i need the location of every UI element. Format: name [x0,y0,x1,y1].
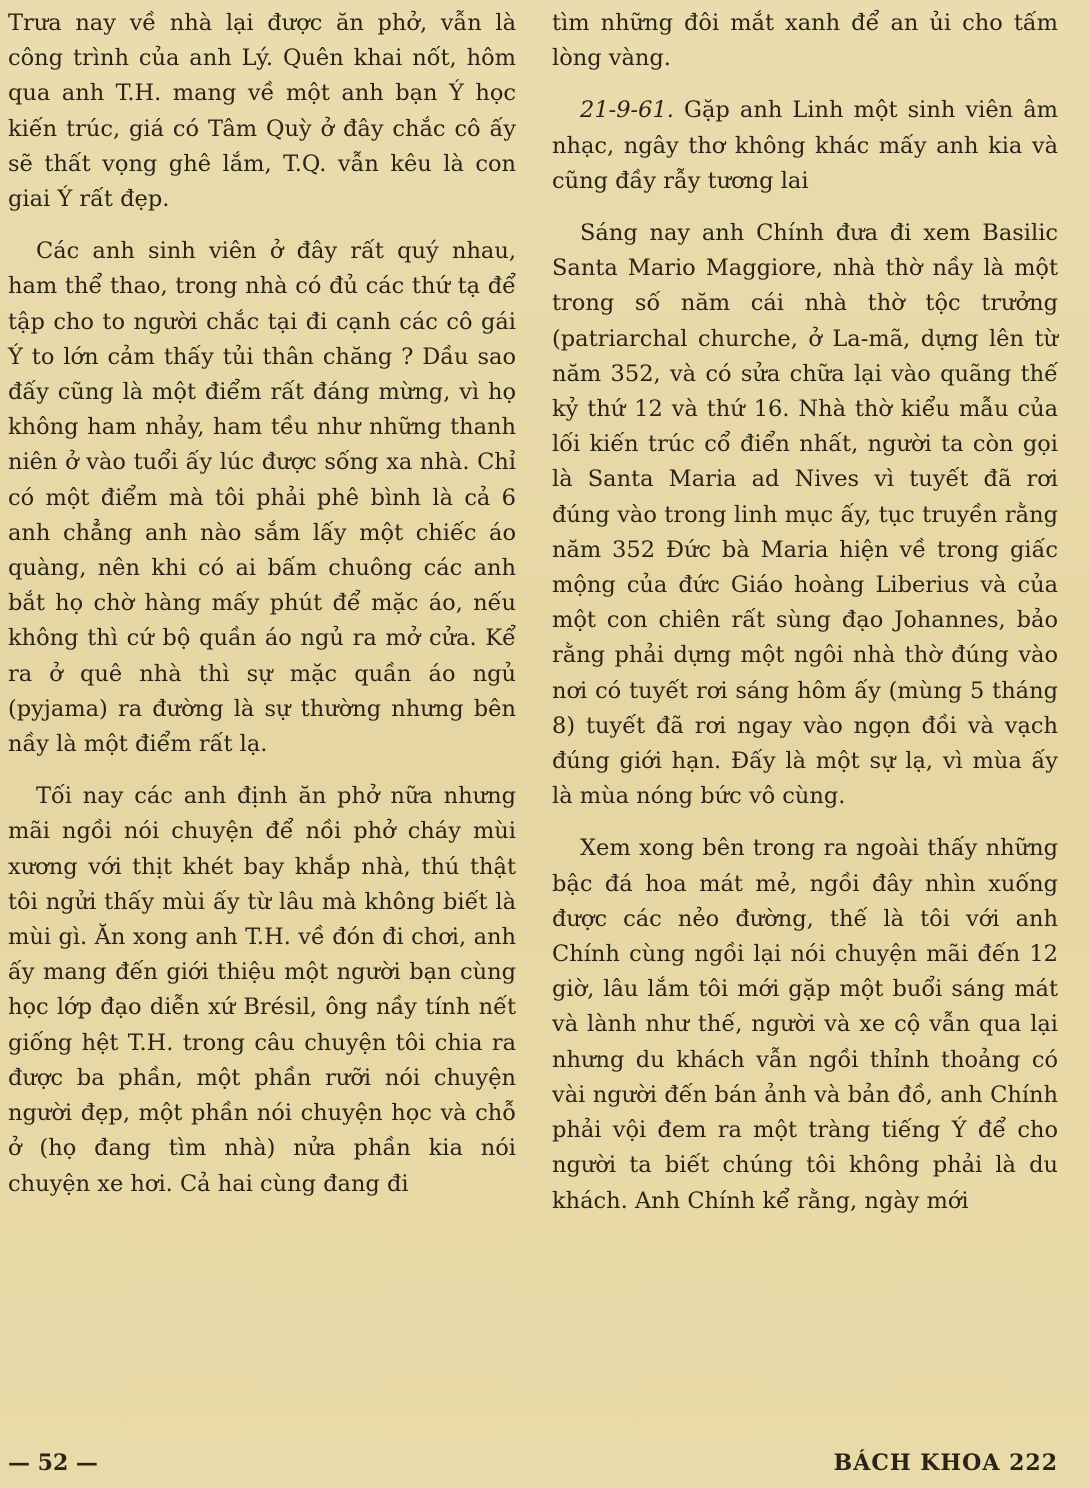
magazine-name: BÁCH KHOA 222 [833,1450,1058,1476]
page-number: — 52 — [8,1450,98,1476]
paragraph-continuation: tìm những đôi mắt xanh để an ủi cho tấm lòng vàng. [552,10,1058,72]
page-footer [0,1450,1090,1480]
paragraph: Tối nay các anh định ăn phở nữa nhưng mãi ngồi nói chuyện để nồi phở cháy mùi xương với thịt khét bay khắp nhà, thú thật tôi ngửi thấy mùi ấy từ lâu mà không biết là mùi gì. Ăn xong anh T.H. về đón đi chơi, anh ấy mang đến giới thiệu một người bạn cùng học lớp đạo diễn xứ Brésil, ông nầy tính nết giống hệt T.H. trong câu chuyện tôi chia ra được ba phần, một phần rưỡi nói chuyện người đẹp, một phần nói chuyện học và chỗ ở (họ đang tìm nhà) nửa phần kia nói chuyện xe hơi. Cả hai cùng đang đi [8,783,516,1197]
paragraph: Sáng nay anh Chính đưa đi xem Basilic Santa Mario Maggiore, nhà thờ nầy là một trong số năm cái nhà thờ tộc trưởng (patriarchal churche, ở La-mã, dựng lên từ năm 352, và có sửa chữa lại vào quãng thế kỷ thứ 12 và thứ 16. Nhà thờ kiểu mẫu của lối kiến trúc cổ điển nhất, người ta còn gọi là Santa Maria ad Nives vì tuyết đã rơi đúng vào trong linh mục ấy, tục truyền rằng năm 352 Đức bà Maria hiện về trong giấc mộng của đức Giáo hoàng Liberius và của một con chiên rất sùng đạo Johannes, bảo rằng phải dựng một ngôi nhà thờ đúng vào nơi có tuyết rơi sáng hôm ấy (mùng 5 tháng 8) tuyết đã rơi ngay vào ngọn đồi và vạch đúng giới hạn. Đấy là một sự lạ, vì mùa ấy là mùa nóng bức vô cùng. [552,220,1058,810]
diary-date: 21-9-61. [580,97,674,124]
paragraph: Xem xong bên trong ra ngoài thấy những bậc đá hoa mát mẻ, ngồi đây nhìn xuống được các nẻo đường, thế là tôi với anh Chính cùng ngồi lại nói chuyện mãi đến 12 giờ, lâu lắm tôi mới gặp một buổi sáng mát và lành như thế, người và xe cộ vẫn qua lại nhưng du khách vẫn ngồi thỉnh thoảng có vài người đến bán ảnh và bản đồ, anh Chính phải vội đem ra một tràng tiếng Ý để cho người ta biết chúng tôi không phải là du khách. Anh Chính kể rằng, ngày mới [552,835,1058,1214]
paragraph: Trưa nay về nhà lại được ăn phở, vẫn là công trình của anh Lý. Quên khai nốt, hôm qua anh T.H. mang về một anh bạn Ý học kiến trúc, giá có Tâm Quỳ ở đây chắc cô ấy sẽ thất vọng ghê lắm, T.Q. vẫn kêu là con giai Ý rất đẹp. [8,10,516,213]
right-column [552,6,1058,1219]
paragraph: Các anh sinh viên ở đây rất quý nhau, ham thể thao, trong nhà có đủ các thứ tạ để tập cho to người chắc tại đi cạnh các cô gái Ý to lớn cảm thấy tủi thân chăng ? Dầu sao đấy cũng là một điểm rất đáng mừng, vì họ không ham nhảy, ham tều như những thanh niên ở vào tuổi ấy lúc được sống xa nhà. Chỉ có một điểm mà tôi phải phê bình là cả 6 anh chẳng anh nào sắm lấy một chiếc áo quàng, nên khi có ai bấm chuông các anh bắt họ chờ hàng mấy phút để mặc áo, nếu không thì cứ bộ quần áo ngủ ra mở cửa. Kể ra ở quê nhà thì sự mặc quần áo ngủ (pyjama) ra đường là sự thường nhưng bên nầy là một điểm rất lạ. [8,238,516,758]
dated-paragraph [552,93,1058,199]
left-column [8,6,516,1202]
paragraph-text: Gặp anh Linh một sinh viên âm nhạc, ngây thơ không khác mấy anh kia và cũng đầy rẫy tương lai [552,97,1058,194]
